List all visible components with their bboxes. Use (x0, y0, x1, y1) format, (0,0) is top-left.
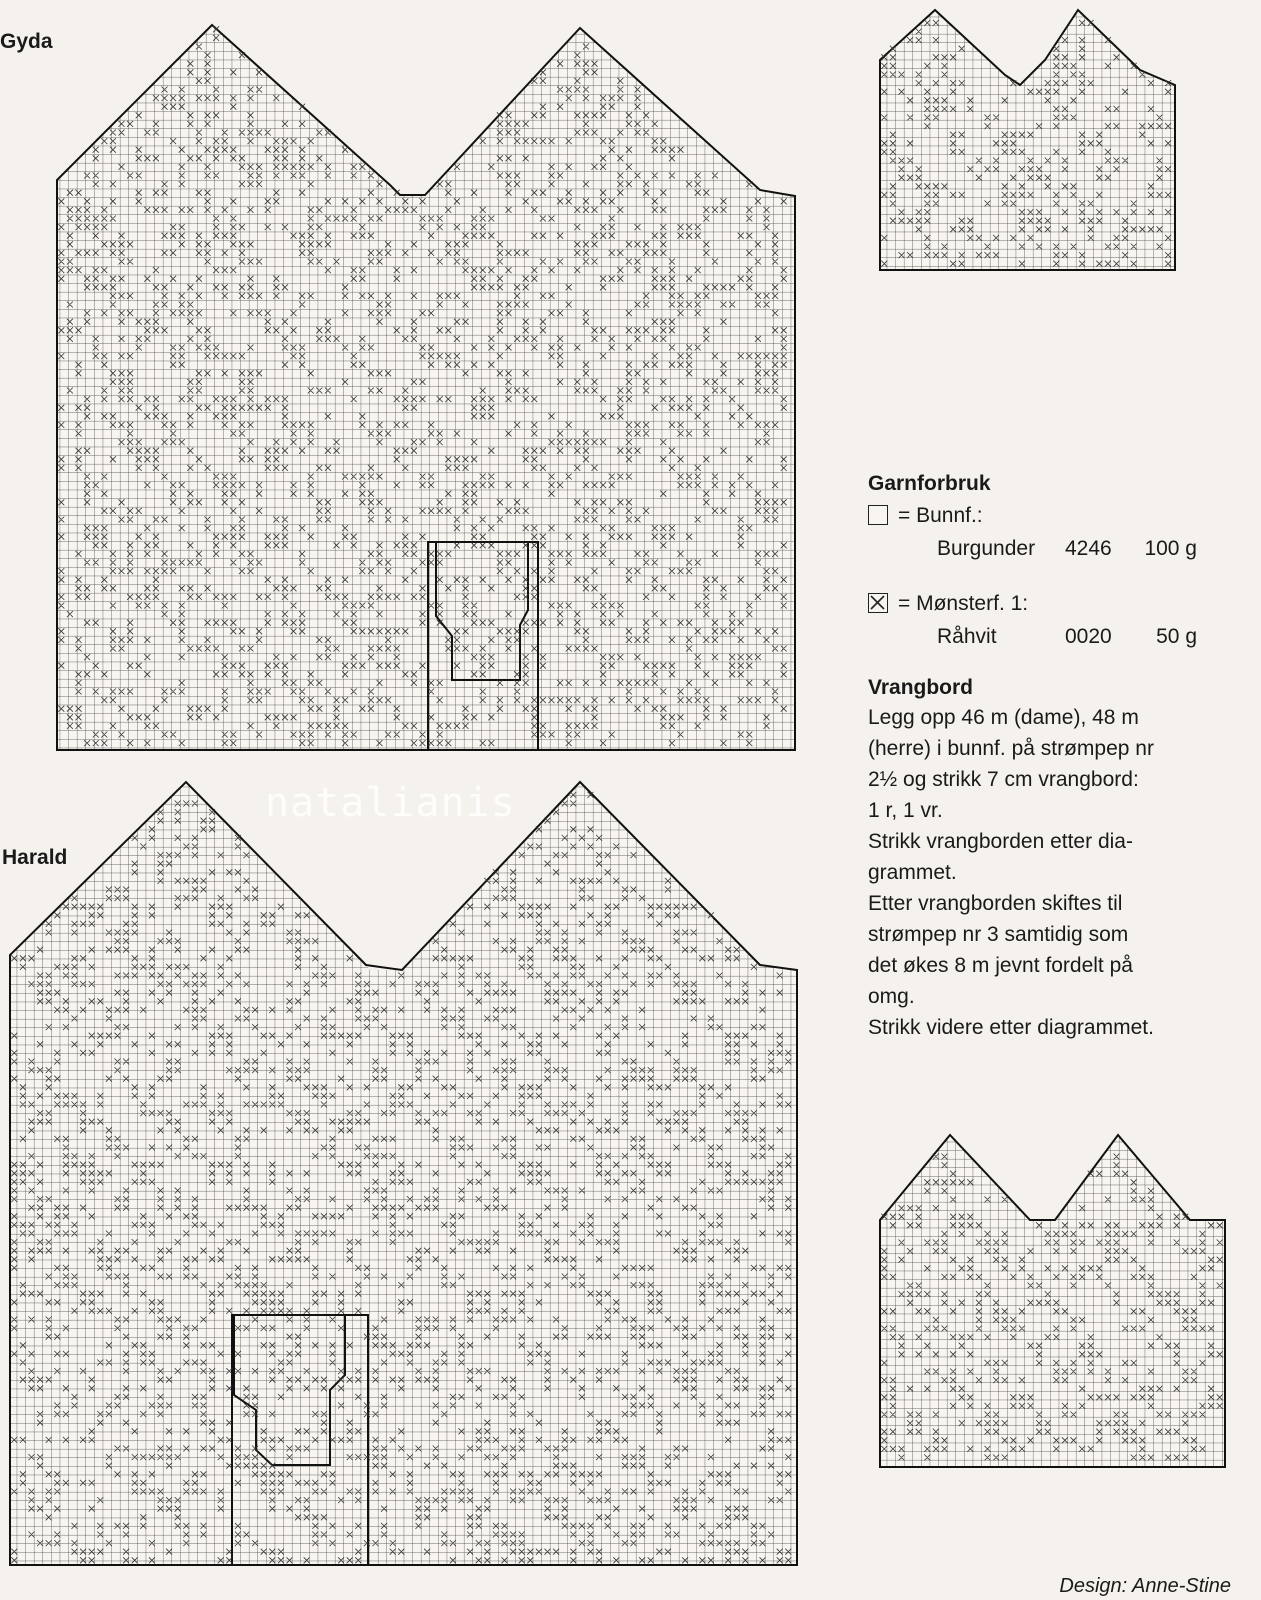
background-yarn-name: Burgunder (937, 536, 1036, 560)
gyda-right-mitten-chart (402, 28, 795, 750)
instruction-line: det økes 8 m jevnt fordelt på (868, 954, 1133, 977)
instruction-line: Strikk videre etter diagrammet. (868, 1016, 1154, 1039)
gyda-knitting-chart (0, 0, 820, 760)
harald-left-mitten-chart (10, 782, 370, 1565)
instruction-line: grammet. (868, 861, 957, 884)
small-chart-bottom (870, 1125, 1240, 1475)
yarn-and-instructions (868, 470, 1208, 1043)
design-credit: Design: Anne-Stine (1059, 1575, 1231, 1597)
instruction-line: Strikk vrangborden etter dia- (868, 830, 1133, 853)
pattern-yarn-row (868, 620, 1208, 652)
instruction-line: 1 r, 1 vr. (868, 799, 943, 822)
instruction-line: Legg opp 46 m (dame), 48 m (868, 706, 1139, 729)
pattern-yarn-code: 0020 (1065, 624, 1112, 648)
legend-background-label: = Bunnf.: (898, 503, 983, 527)
background-yarn-amount: 100 g (1144, 536, 1197, 560)
instruction-line: (herre) i bunnf. på strømpep nr (868, 737, 1154, 760)
pattern-yarn-amount: 50 g (1156, 624, 1197, 648)
pattern-yarn-name: Råhvit (937, 624, 997, 648)
legend-pattern-label: = Mønsterf. 1: (898, 591, 1029, 615)
harald-knitting-chart (0, 770, 820, 1600)
watermark-text: natalianis (265, 780, 516, 826)
legend-background-row (868, 498, 1208, 532)
instructions-body (868, 702, 1208, 1043)
instructions-heading: Vrangbord (868, 676, 974, 699)
empty-square-icon (868, 505, 888, 525)
gyda-chart-title: Gyda (0, 30, 53, 53)
instruction-line: 2½ og strikk 7 cm vrangbord: (868, 768, 1139, 791)
instruction-line: strømpep nr 3 samtidig som (868, 923, 1129, 946)
harald-chart-title: Harald (2, 846, 68, 869)
background-yarn-row (868, 532, 1208, 564)
background-yarn-code: 4246 (1065, 536, 1112, 560)
x-square-icon (868, 593, 888, 613)
small-chart-top (870, 0, 1190, 280)
instruction-line: omg. (868, 985, 915, 1008)
legend-pattern-row (868, 586, 1208, 620)
instruction-line: Etter vrangborden skiftes til (868, 892, 1123, 915)
gyda-left-mitten-chart (57, 25, 402, 750)
yarn-heading: Garnforbruk (868, 472, 991, 495)
